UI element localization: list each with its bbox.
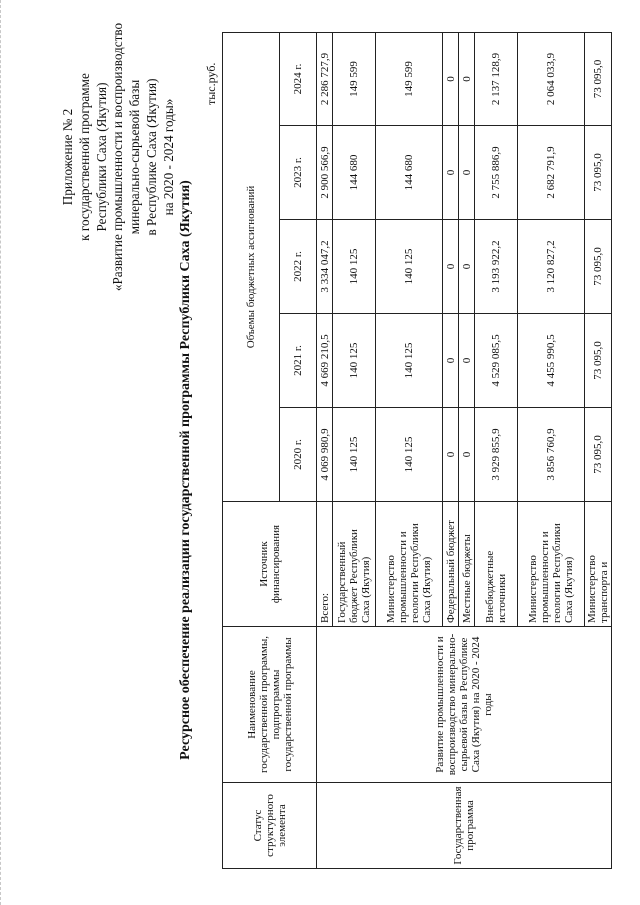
- header-year: 2021 г.: [280, 314, 317, 408]
- appendix-line: на 2020 - 2024 годы»: [160, 98, 176, 216]
- source-cell: Федеральный бюджет: [443, 502, 459, 627]
- appendix-line: в Республике Саха (Якутия): [143, 78, 159, 236]
- source-cell: Государственный бюджет Республики Саха (Якутия): [333, 502, 376, 627]
- value-cell: 0: [443, 408, 459, 502]
- value-cell: 140 125: [376, 314, 443, 408]
- table-row: [317, 32, 333, 868]
- appendix-line: Республики Саха (Якутия): [93, 82, 109, 232]
- header-source: Источник финансирования: [223, 502, 317, 627]
- value-cell: 140 125: [333, 408, 376, 502]
- value-cell: 0: [459, 220, 475, 314]
- value-cell: 144 680: [376, 126, 443, 220]
- header-volumes: Объемы бюджетных ассигнований: [223, 32, 280, 501]
- value-cell: 4 069 980,9: [317, 408, 333, 502]
- value-cell: 73 095,0: [585, 32, 612, 125]
- value-cell: 73 095,0: [585, 314, 612, 408]
- status-cell: Государственная программа: [317, 783, 612, 869]
- value-cell: 0: [443, 32, 459, 125]
- header-year: 2022 г.: [280, 220, 317, 314]
- source-cell: Внебюджетные источники: [475, 502, 518, 627]
- value-cell: 0: [443, 126, 459, 220]
- unit-label: тыс.руб.: [204, 62, 218, 105]
- value-cell: 0: [459, 314, 475, 408]
- source-cell: Министерство промышленности и геологии Республики Саха (Якутия): [376, 502, 443, 627]
- value-cell: 4 669 210,5: [317, 314, 333, 408]
- value-cell: 3 193 922,2: [475, 220, 518, 314]
- value-cell: 140 125: [333, 314, 376, 408]
- value-cell: 73 095,0: [585, 408, 612, 502]
- header-program: Наименование государственной программы, подпрограммы государственной программы: [223, 627, 317, 783]
- value-cell: 2 682 791,9: [518, 126, 585, 220]
- appendix-header: [60, 7, 178, 307]
- value-cell: 149 599: [333, 32, 376, 125]
- value-cell: 3 856 760,9: [518, 408, 585, 502]
- value-cell: 140 125: [376, 220, 443, 314]
- appendix-line: «Развитие промышленности и воспроизводство: [110, 22, 126, 292]
- value-cell: 73 095,0: [585, 126, 612, 220]
- source-cell: Министерство промышленности и геологии Республики Саха (Якутия): [518, 502, 585, 627]
- value-cell: 140 125: [333, 220, 376, 314]
- value-cell: 0: [459, 408, 475, 502]
- appendix-line: Приложение № 2: [60, 108, 75, 206]
- value-cell: 0: [443, 220, 459, 314]
- header-year: 2024 г.: [280, 32, 317, 125]
- value-cell: 0: [459, 32, 475, 125]
- program-cell: Развитие промышленности и воспроизводство минерально-сырьевой базы в Республике Саха (Якутия) на 2020 - 2024 годы: [317, 627, 612, 783]
- header-year: 2023 г.: [280, 126, 317, 220]
- value-cell: 73 095,0: [585, 220, 612, 314]
- value-cell: 4 455 990,5: [518, 314, 585, 408]
- header-status: Статус структурного элемента: [223, 783, 317, 869]
- value-cell: 2 755 886,9: [475, 126, 518, 220]
- source-cell: Министерство транспорта и: [585, 502, 612, 627]
- document-title: Ресурсное обеспечение реализации государственной программы Республики Саха (Якутия): [178, 180, 193, 760]
- value-cell: 2 064 033,9: [518, 32, 585, 125]
- appendix-line: минерально-сырьевой базы: [127, 79, 143, 235]
- value-cell: 2 900 566,9: [317, 126, 333, 220]
- value-cell: 140 125: [376, 408, 443, 502]
- source-cell: Всего:: [317, 502, 333, 627]
- value-cell: 144 680: [333, 126, 376, 220]
- header-year: 2020 г.: [280, 408, 317, 502]
- source-cell: Местные бюджеты: [459, 502, 475, 627]
- scan-edge-line: [0, 0, 2, 905]
- value-cell: 2 286 727,9: [317, 32, 333, 125]
- value-cell: 3 929 855,9: [475, 408, 518, 502]
- appendix-line: к государственной программе: [76, 73, 92, 241]
- value-cell: 4 529 085,5: [475, 314, 518, 408]
- value-cell: 2 137 128,9: [475, 32, 518, 125]
- value-cell: 0: [443, 314, 459, 408]
- value-cell: 149 599: [376, 32, 443, 125]
- value-cell: 3 120 827,2: [518, 220, 585, 314]
- budget-table: [222, 32, 612, 869]
- value-cell: 3 334 047,2: [317, 220, 333, 314]
- value-cell: 0: [459, 126, 475, 220]
